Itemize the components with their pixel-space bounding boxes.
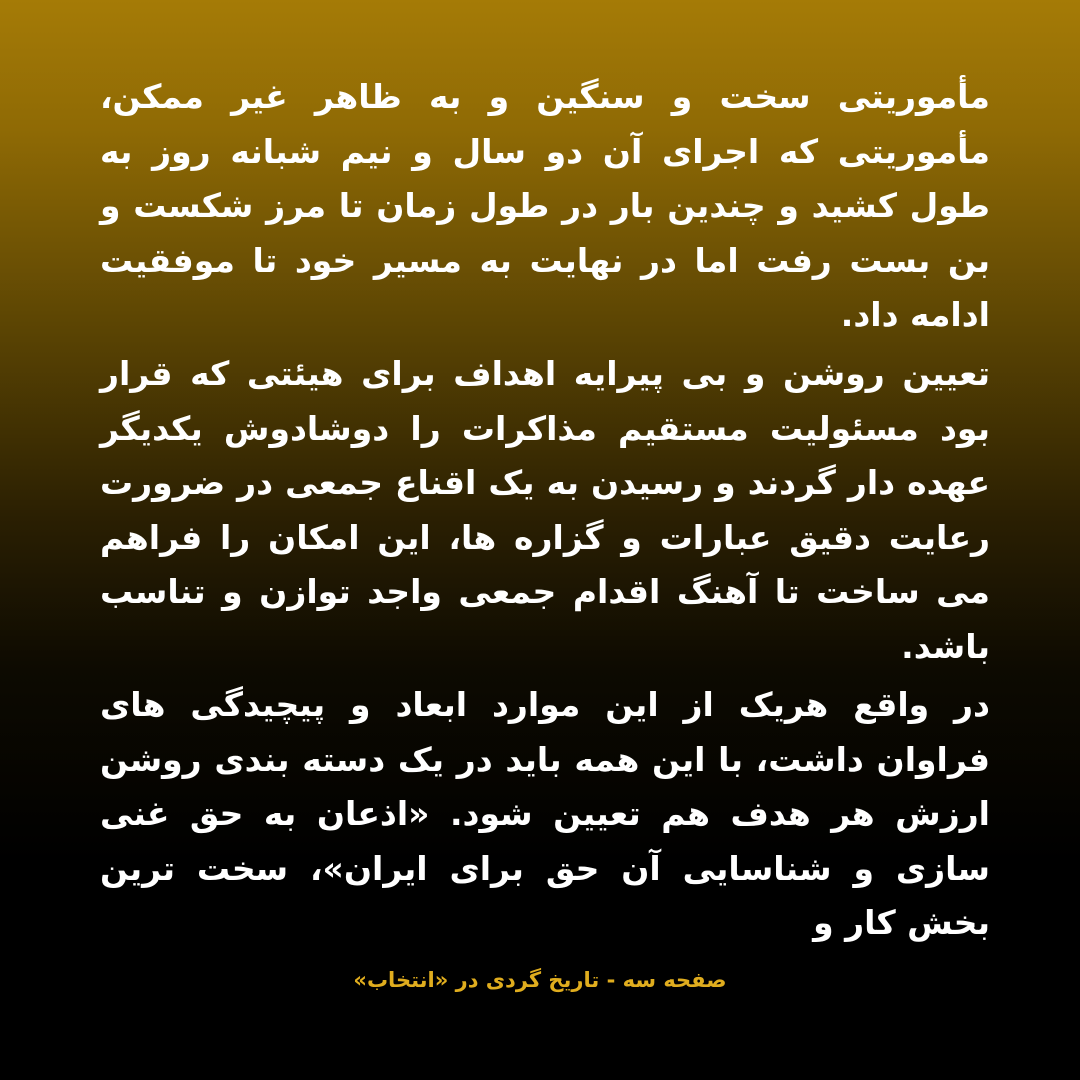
paragraph-1: مأموریتی سخت و سنگین و به ظاهر غیر ممکن، مأموریتی که اجرای آن دو سال و نیم شبانه روز به طول کشید و چندین بار در طول زمان تا مرز شکست و بن بست رفت اما در نهایت به مسیر خود تا موفقیت ادامه داد. — [100, 77, 990, 334]
paragraph-2: تعیین روشن و بی پیرایه اهداف برای هیئتی که قرار بود مسئولیت مستقیم مذاکرات را دوشادوش یکدیگر عهده دار گردند و رسیدن به یک اقناع جمعی در ضرورت رعایت دقیق عبارات و گزاره ها، این امکان را فراهم می ساخت تا آهنگ اقدام جمعی واجد توازن و تناسب باشد. — [100, 354, 990, 666]
page-footer: صفحه سه - تاریخ گردی در «انتخاب» — [353, 968, 727, 992]
paragraph-3: در واقع هریک از این موارد ابعاد و پیچیدگی های فراوان داشت، با این همه باید در یک دسته بندی روشن ارزش هر هدف هم تعیین شود. «اذعان به حق غنی سازی و شناسایی آن حق برای ایران»، سخت ترین بخش کار و — [100, 685, 990, 942]
